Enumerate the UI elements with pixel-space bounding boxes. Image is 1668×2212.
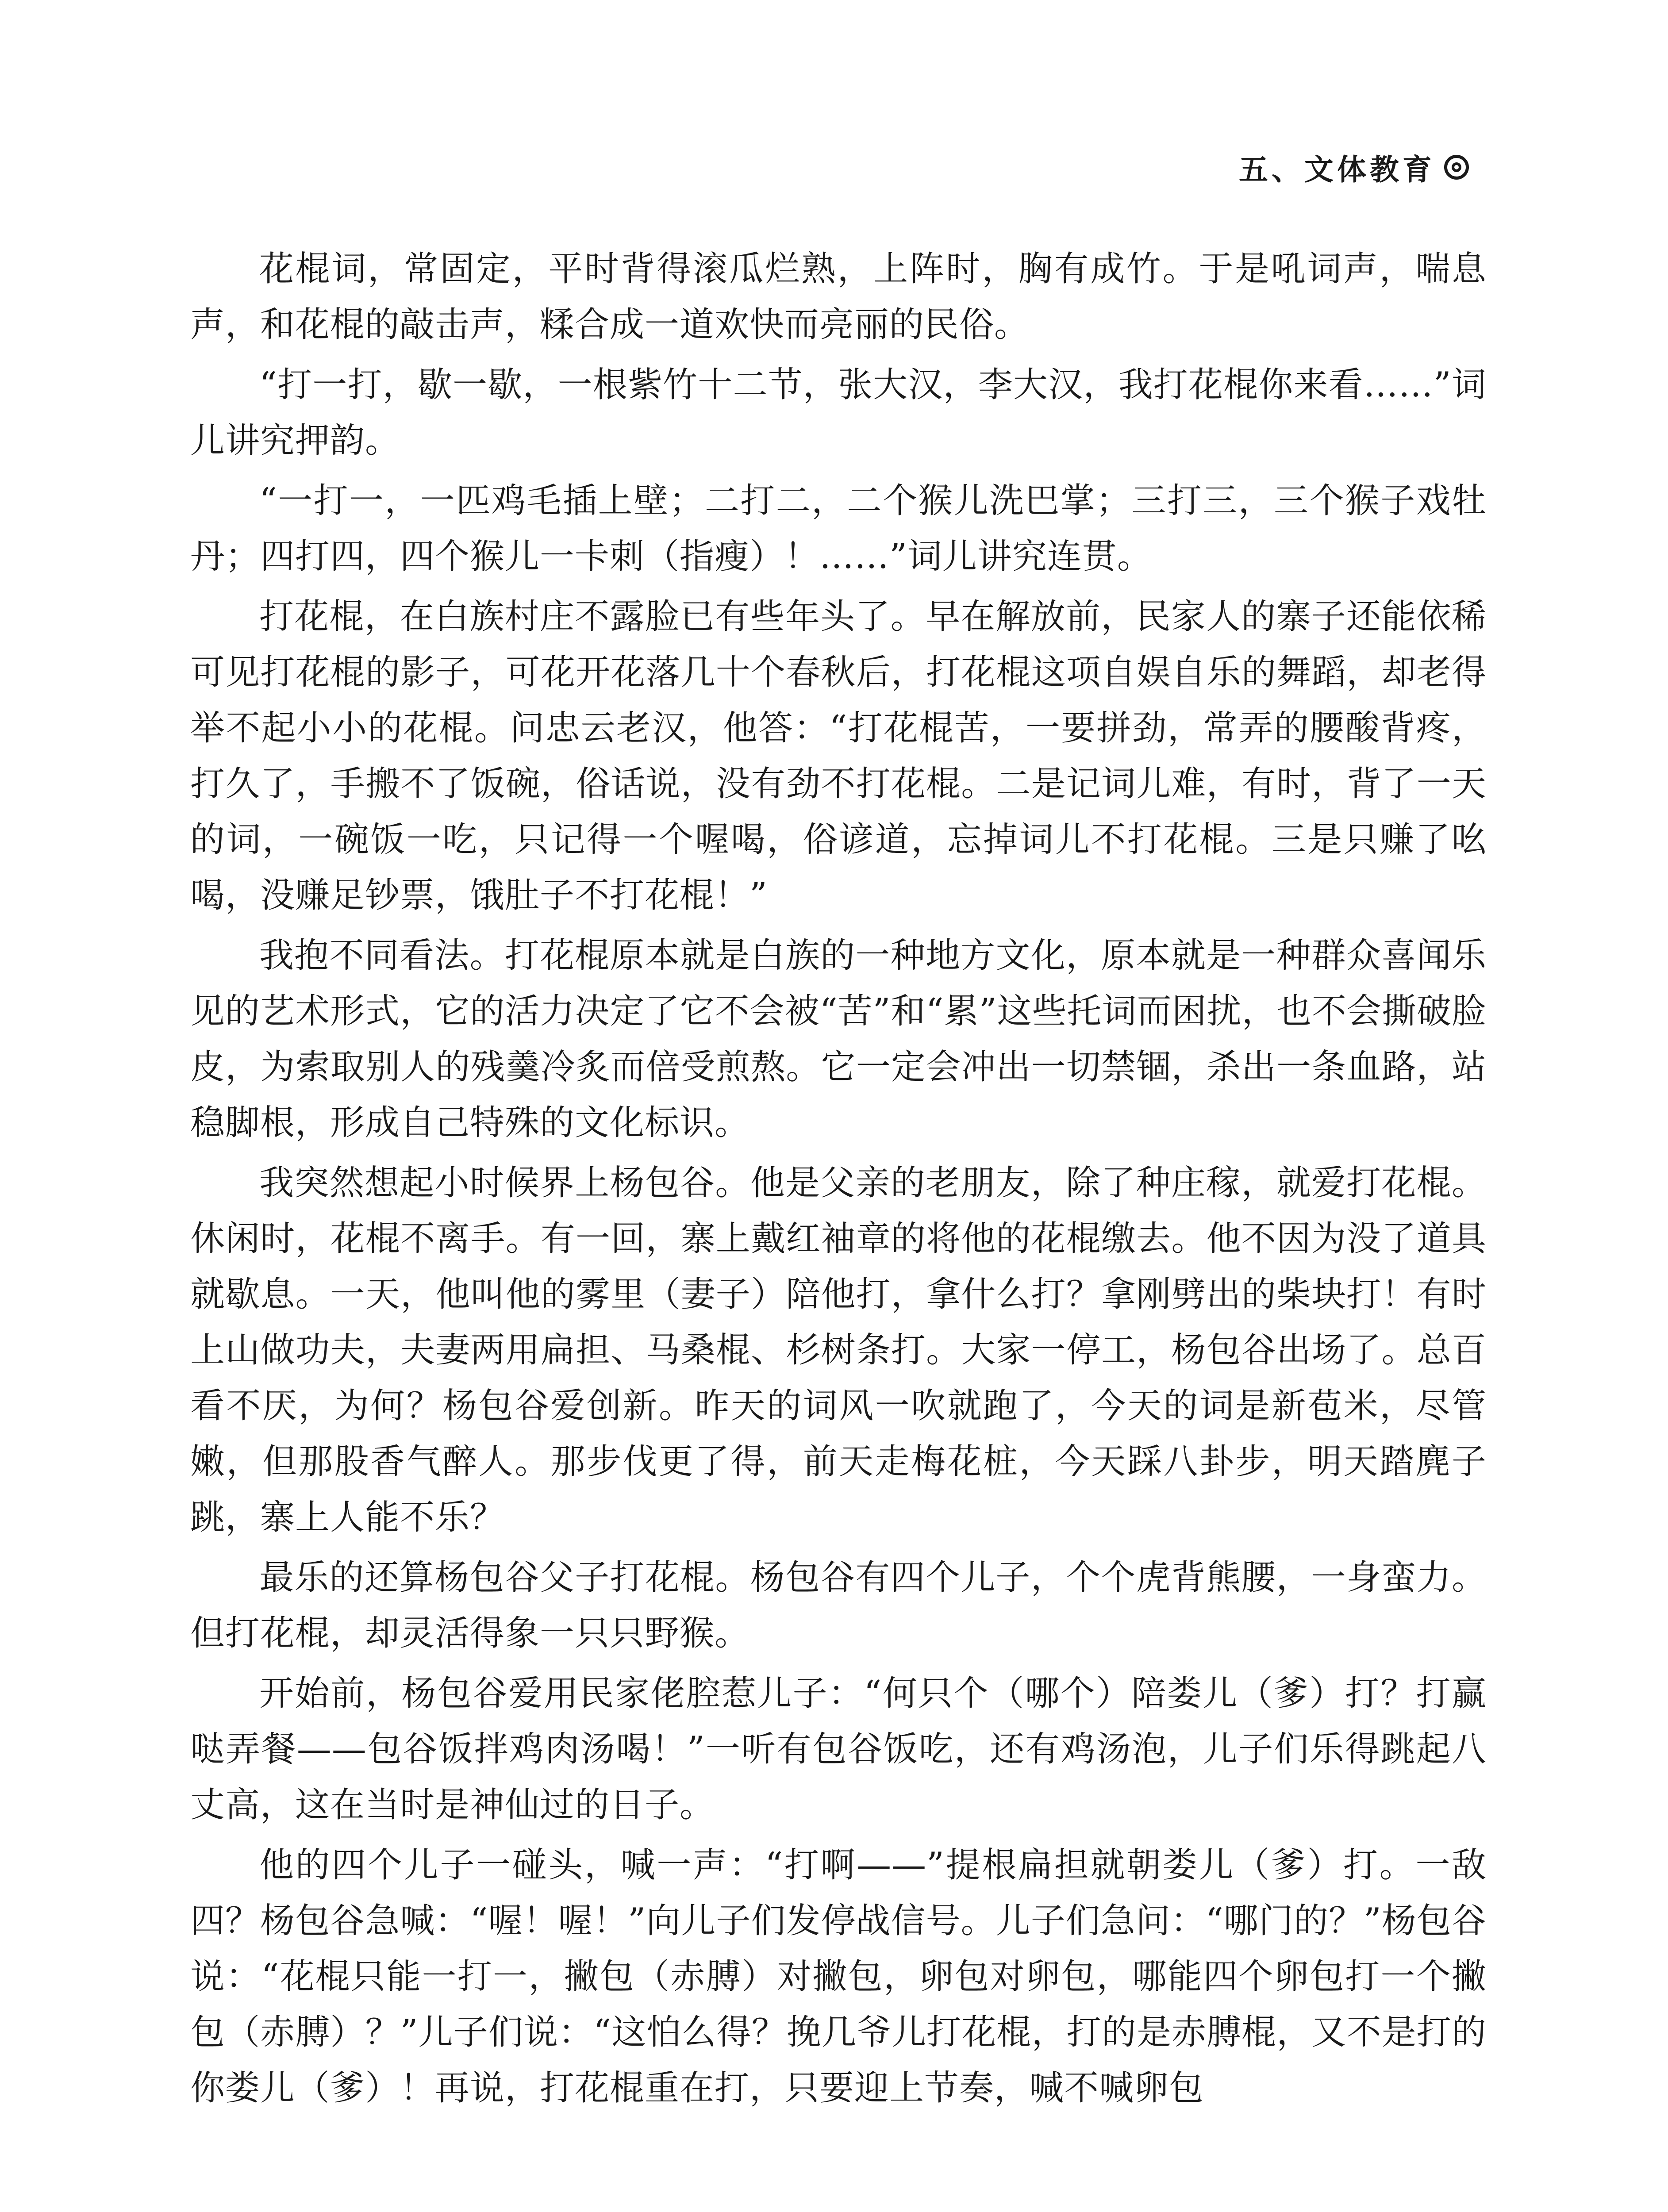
paragraph: 打花棍，在白族村庄不露脸已有些年头了。早在解放前，民家人的寨子还能依稀可见打花棍的影子，可花开花落几十个春秋后，打花棍这项自娱自乐的舞蹈，却老得举不起小小的花棍。问忠云老汉，他答：“打花棍苦，一要拼劲，常弄的腰酸背疼，打久了，手搬不了饭碗，俗话说，没有劲不打花棍。二是记词儿难，有时，背了一天的词，一碗饭一吃，只记得一个喔喝，俗谚道，忘掉词儿不打花棍。三是只赚了吆喝，没赚足钞票，饿肚子不打花棍！” [190,597,1487,915]
paragraph: “一打一，一匹鸡毛插上壁；二打二，二个猴儿洗巴掌；三打三，三个猴子戏牡丹；四打四，四个猴儿一卡刺（指瘦）！……”词儿讲究连贯。 [190,481,1487,576]
paragraph: 开始前，杨包谷爱用民家佬腔惹儿子：“何只个（哪个）陪娄儿（爹）打？打赢哒弄餐——包谷饭拌鸡肉汤喝！”一听有包谷饭吃，还有鸡汤泡，儿子们乐得跳起八丈高，这在当时是神仙过的日子。 [190,1674,1487,1825]
paragraph: 花棍词，常固定，平时背得滚瓜烂熟，上阵时，胸有成竹。于是吼词声，喘息声，和花棍的敲击声，糅合成一道欢快而亮丽的民俗。 [190,249,1487,345]
paragraph: “打一打，歇一歇，一根紫竹十二节，张大汉，李大汉，我打花棍你来看……”词儿讲究押韵。 [190,365,1487,461]
section-title: 五、文体教育 [1239,152,1435,187]
paragraph: 我突然想起小时候界上杨包谷。他是父亲的老朋友，除了种庄稼，就爱打花棍。休闲时，花棍不离手。有一回，寨上戴红袖章的将他的花棍缴去。他不因为没了道具就歇息。一天，他叫他的雾里（妻子）陪他打，拿什么打？拿刚劈出的柴块打！有时上山做功夫，夫妻两用扁担、马桑棍、杉树条打。大家一停工，杨包谷出场了。总百看不厌，为何？杨包谷爱创新。昨天的词风一吹就跑了，今天的词是新苞米，尽管嫩，但那股香气醉人。那步伐更了得，前天走梅花桩，今天踩八卦步，明天踏麂子跳，寨上人能不乐？ [190,1163,1487,1537]
running-head [1239,146,1469,188]
paragraph: 最乐的还算杨包谷父子打花棍。杨包谷有四个儿子，个个虎背熊腰，一身蛮力。但打花棍，却灵活得象一只只野猴。 [190,1558,1487,1653]
body-text [190,241,1487,2120]
paragraph: 我抱不同看法。打花棍原本就是白族的一种地方文化，原本就是一种群众喜闻乐见的艺术形式，它的活力决定了它不会被“苦”和“累”这些托词而困扰，也不会撕破脸皮，为索取别人的残羹冷炙而倍受煎熬。它一定会冲出一切禁锢，杀出一条血路，站稳脚根，形成自己特殊的文化标识。 [190,936,1487,1143]
bullseye-icon [1444,155,1469,180]
paragraph: 他的四个儿子一碰头，喊一声：“打啊——”提根扁担就朝娄儿（爹）打。一敌四？杨包谷急喊：“喔！喔！”向儿子们发停战信号。儿子们急问：“哪门的？”杨包谷说：“花棍只能一打一，撇包（赤膊）对撇包，卵包对卵包，哪能四个卵包打一个撇包（赤膊）？”儿子们说：“这怕么得？挽几爷儿打花棍，打的是赤膊棍，又不是打的你娄儿（爹）！再说，打花棍重在打，只要迎上节奏，喊不喊卵包 [190,1845,1487,2108]
